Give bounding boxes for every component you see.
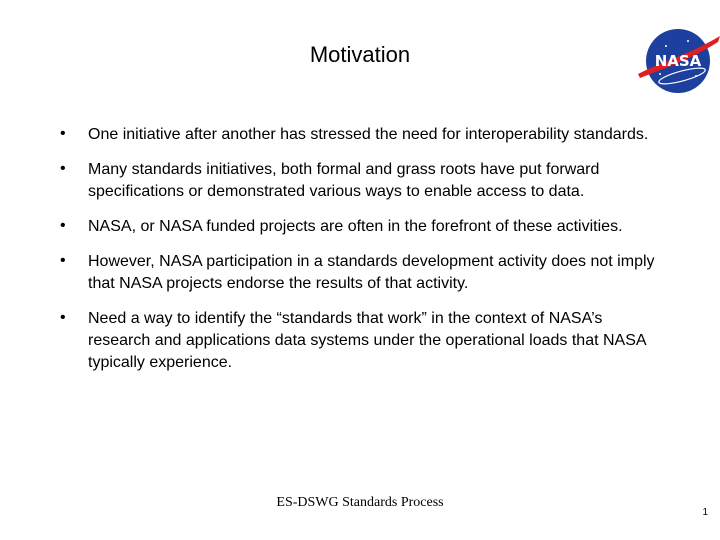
svg-text:NASA: NASA xyxy=(654,52,702,70)
bullet-item xyxy=(60,216,660,238)
slide-title: Motivation xyxy=(309,42,411,67)
page-number: 1 xyxy=(702,507,708,518)
nasa-logo-icon xyxy=(636,26,720,96)
bullet-glyph: • xyxy=(60,217,66,234)
bullet-text: NASA, or NASA funded projects are often in the forefront of these activities. xyxy=(88,218,623,235)
bullet-list xyxy=(60,124,660,374)
bullet-text: Many standards initiatives, both formal and grass roots have put forward specifications or demonstrated various ways to enable access to data. xyxy=(88,161,600,200)
bullet-glyph: • xyxy=(60,160,66,177)
bullet-glyph: • xyxy=(60,252,66,269)
bullet-text: One initiative after another has stressed the need for interoperability standards. xyxy=(88,126,649,143)
bullet-item xyxy=(60,124,660,146)
bullet-item xyxy=(60,308,660,374)
bullet-item xyxy=(60,159,660,203)
bullet-text: However, NASA participation in a standards development activity does not imply that NASA projects endorse the results of that activity. xyxy=(88,253,655,292)
slide-footer: ES-DSWG Standards Process xyxy=(276,495,444,510)
bullet-item xyxy=(60,251,660,295)
bullet-text: Need a way to identify the “standards that work” in the context of NASA’s research and applications data systems under the operational loads that NASA typically experience. xyxy=(88,310,646,371)
bullet-glyph: • xyxy=(60,309,66,326)
bullet-glyph: • xyxy=(60,125,66,142)
